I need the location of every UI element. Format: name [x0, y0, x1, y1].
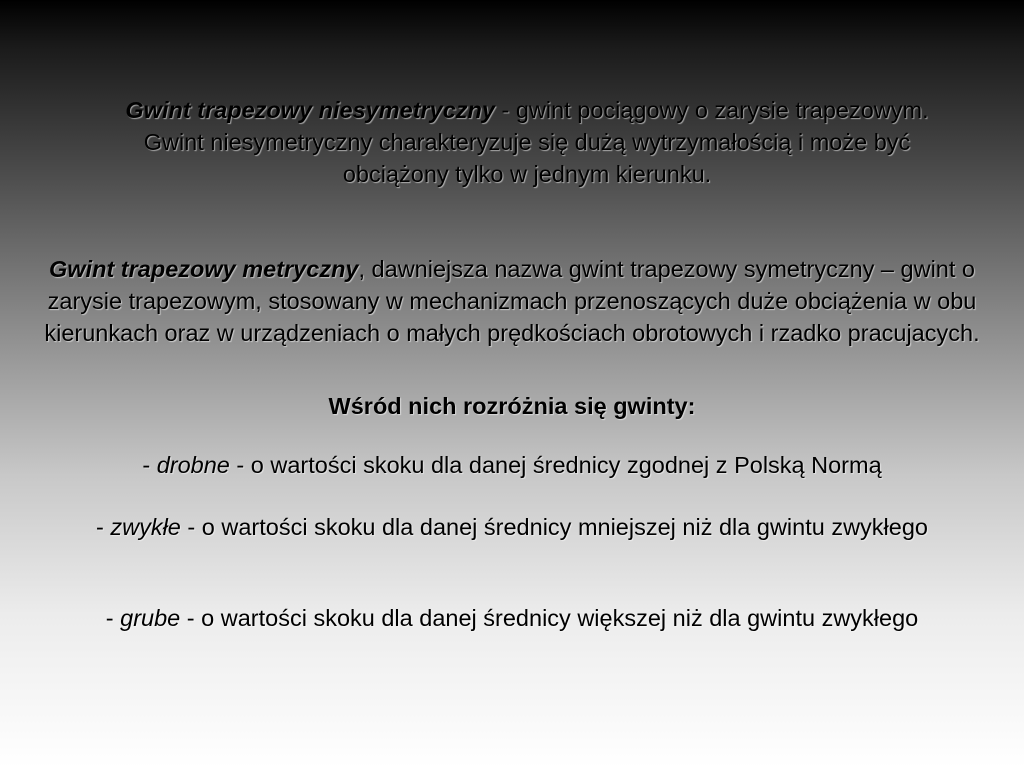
heading-text: Wśród nich rozróżnia się gwinty:	[328, 393, 696, 419]
term-fine: drobne	[156, 452, 230, 478]
definition-asymmetric-thread: - gwint pociągowy o zarysie trapezowym. Gwint niesymetryczny charakteryzuje się dużą wytrzymałością i może być obciążony tylko w jednym kierunku.	[143, 97, 929, 187]
section-heading	[40, 390, 984, 422]
term-normal: zwykłe	[110, 514, 181, 540]
list-dash: -	[96, 514, 111, 540]
list-dash: -	[105, 605, 121, 631]
term-coarse: grube	[120, 605, 181, 631]
list-item-normal	[40, 511, 984, 543]
list-dash: -	[142, 452, 157, 478]
description-normal: - o wartości skoku dla danej średnicy mniejszej niż dla gwintu zwykłego	[180, 514, 928, 540]
list-item-fine	[40, 449, 984, 481]
definition-metric-thread: , dawniejsza nazwa gwint trapezowy symetryczny – gwint o zarysie trapezowym, stosowany w mechanizmach przenoszących duże obciążenia w obu kierunkach oraz w urządzeniach o małych prędkościach obrotowych i rzadko pracujacych.	[44, 256, 980, 346]
list-item-coarse	[40, 602, 984, 634]
paragraph-asymmetric-thread	[110, 94, 944, 190]
term-asymmetric-thread: Gwint trapezowy niesymetryczny	[125, 97, 495, 123]
term-metric-thread: Gwint trapezowy metryczny	[49, 256, 359, 282]
description-fine: - o wartości skoku dla danej średnicy zgodnej z Polską Normą	[229, 452, 882, 478]
paragraph-metric-thread	[40, 253, 984, 349]
description-coarse: - o wartości skoku dla danej średnicy większej niż dla gwintu zwykłego	[180, 605, 919, 631]
